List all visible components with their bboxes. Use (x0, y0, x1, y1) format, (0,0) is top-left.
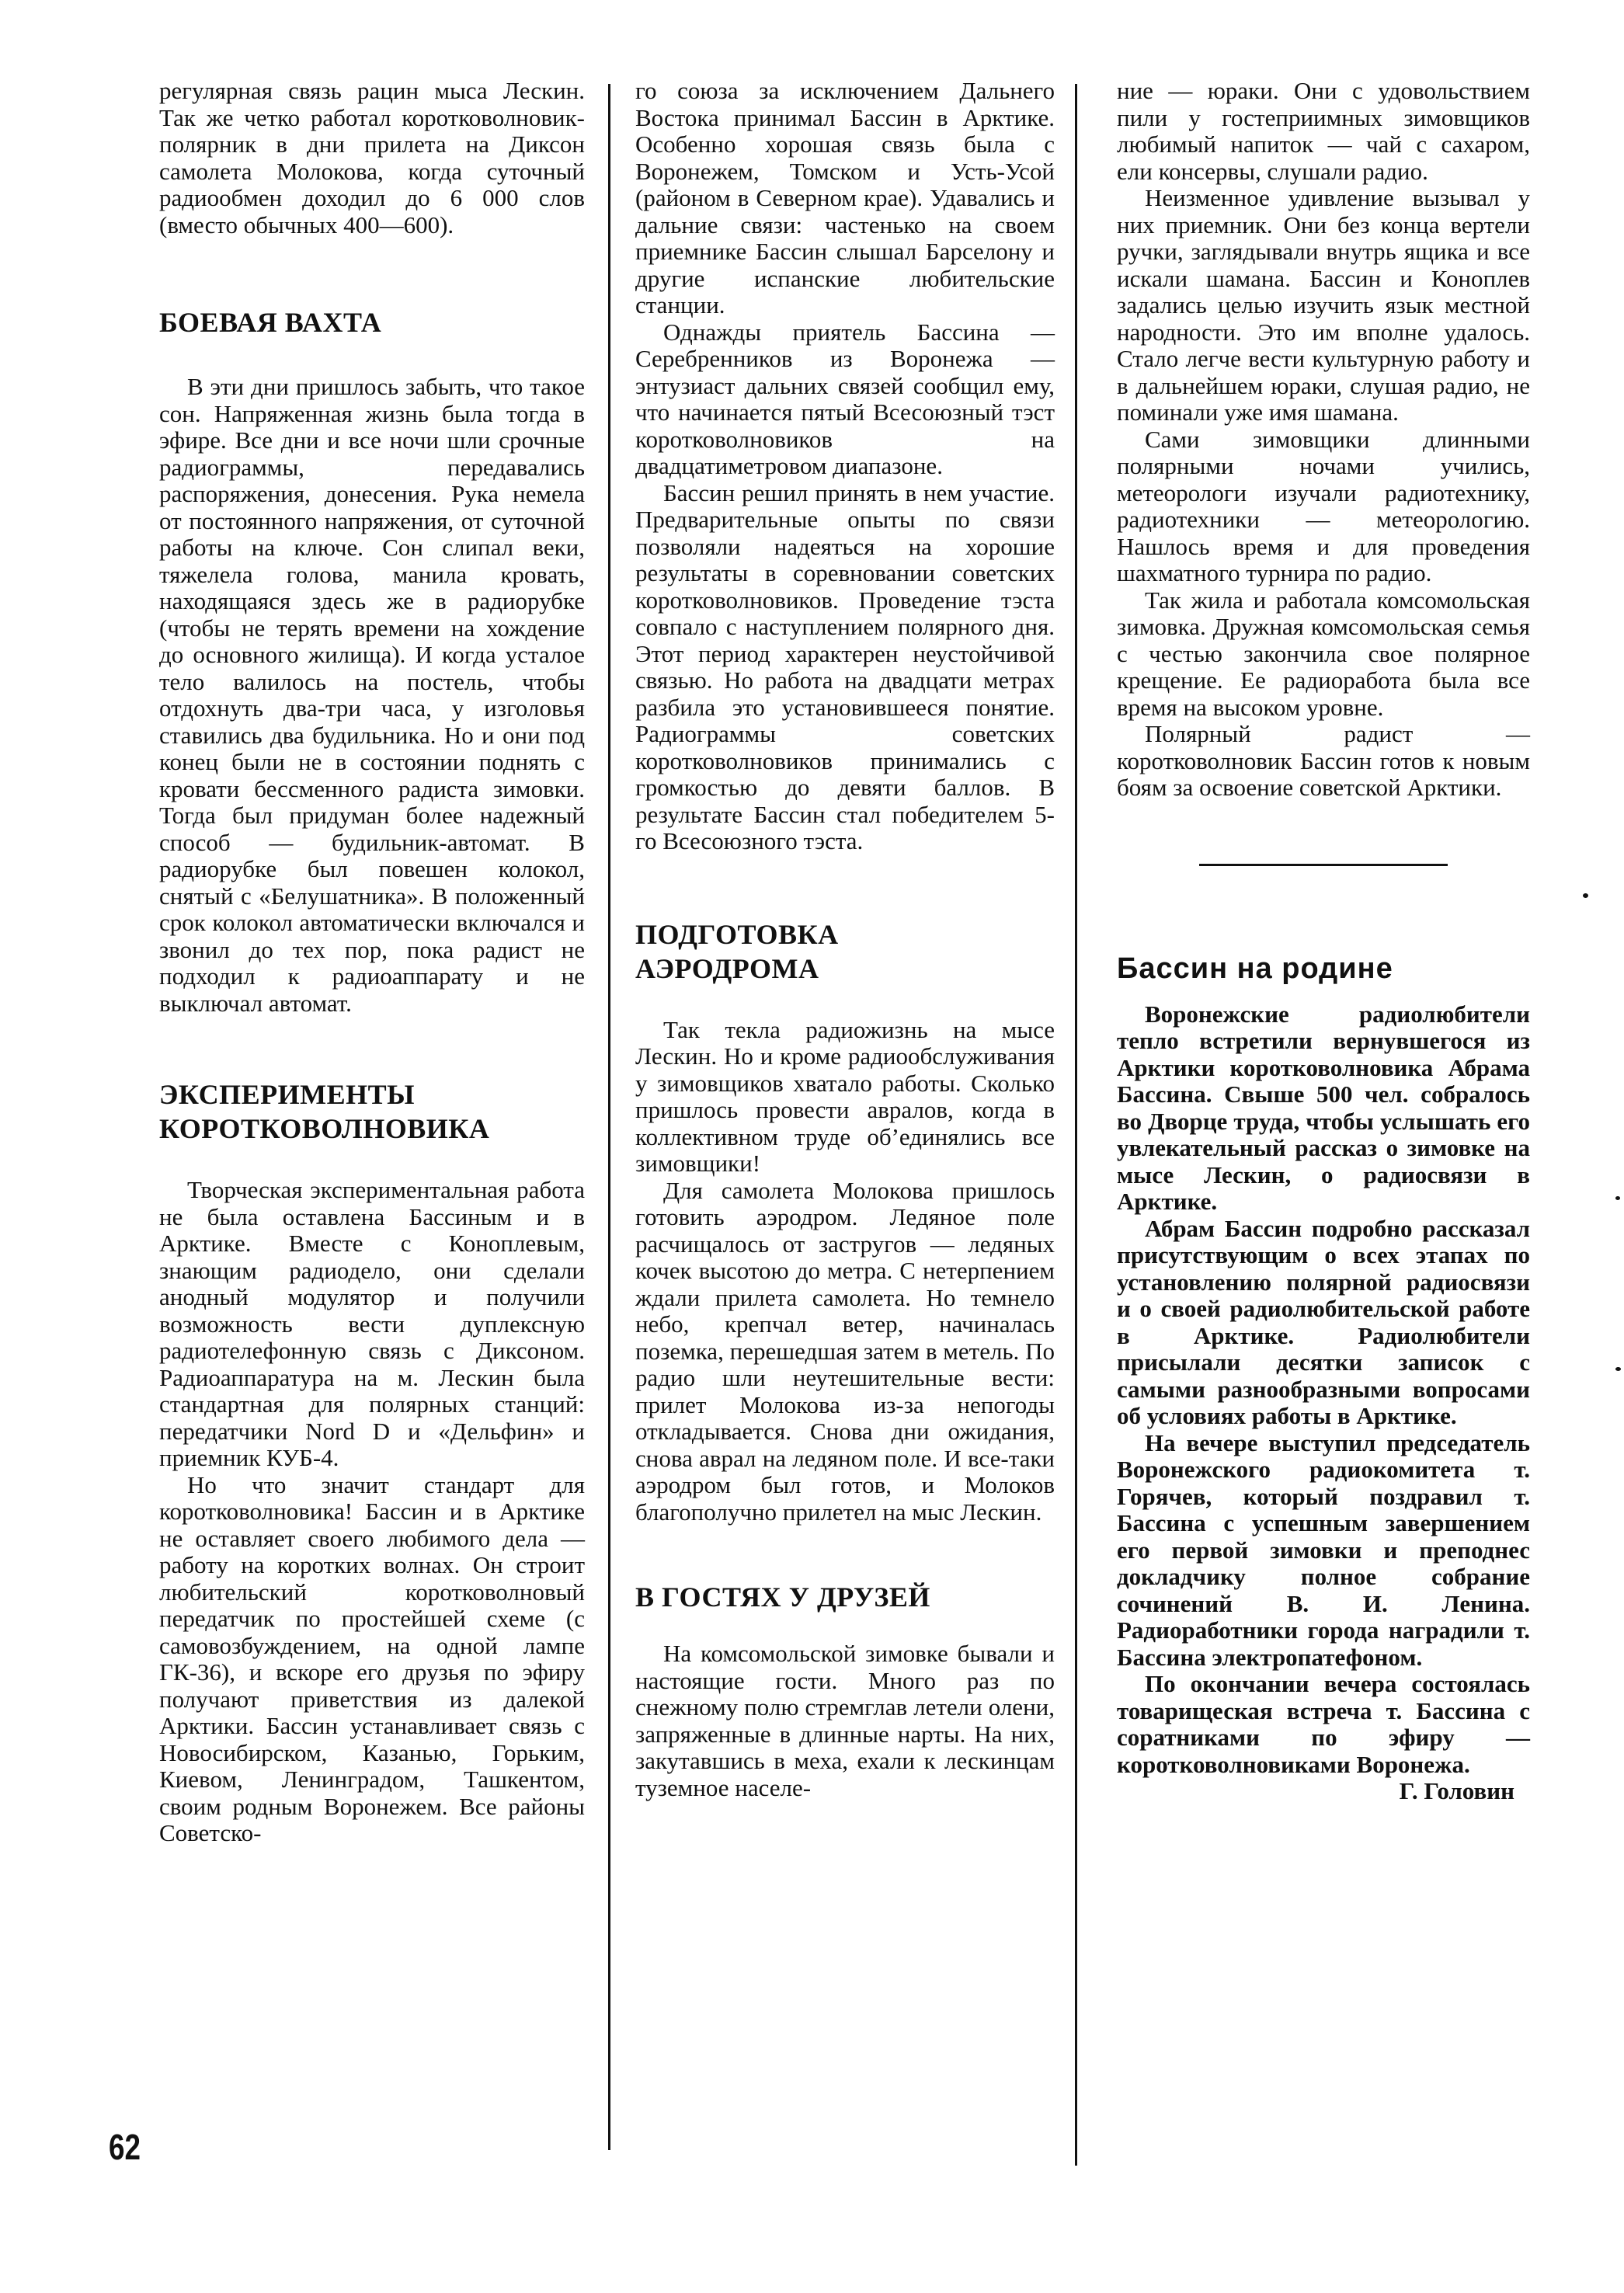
paragraph: Сами зимовщики длинными полярными ночами учились, метеорологи изучали радиотехнику, радиотехники — метеорологию. Нашлось время и для проведения шахматного турнира по радио. (1117, 425, 1530, 586)
intro-paragraph: регулярная связь рацин мыса Лескин. Так же четко работал коротковолновик-полярник в дни прилета на Диксон самолета Молокова, когда суточный радиообмен доходил до 6 000 слов (вместо обычных 400—600). (159, 77, 585, 238)
paragraph: По окончании вечера состоялась товарищеская встреча т. Бассина с соратниками по эфиру — коротковолновиками Воронежа. (1117, 1670, 1530, 1778)
author-signature: Г. Головин (1399, 1777, 1514, 1804)
paragraph: Творческая экспериментальная работа не была оставлена Бассиным и в Арктике. Вместе с Коноплевым, знающим радиодело, они сделали анодный модулятор и получили возможность вести дуплексную радиотелефонную связь с Диксоном. Радиоаппаратура на м. Лескин была стандартная для полярных станций: передатчики Nord D и «Дельфин» и приемник КУБ-4. (159, 1176, 585, 1471)
heading-line: ПОДГОТОВКА (635, 918, 839, 950)
paragraph: Бассин решил принять в нем участие. Предварительные опыты по связи позволяли надеяться на хорошие результаты в соревновании советских коротковолновиков. Проведение тэста совпало с наступлением полярного дня. Этот период характерен неустойчивой связью. Но работа на двадцати метрах разбила это установившееся понятие. Радиограммы советских коротковолновиков принимались с громкостью до девяти баллов. В результате Бассин стал победителем 5-го Всесоюзного тэста. (635, 478, 1055, 854)
column-2 (635, 78, 1055, 1801)
sidebar-article (1117, 952, 1530, 1805)
paragraph: На вечере выступил председатель Воронежского радиокомитета т. Горячев, который поздравил т. Бассина с успешным завершением его первой зимовки и преподнес докладчику полное собрание сочинений В. И. Ленина. Радиоработники города наградили т. Бассина электропатефоном. (1117, 1428, 1530, 1671)
column-1 (159, 78, 585, 1847)
page-number: 62 (109, 2127, 141, 2167)
section-heading-aerodrome (635, 917, 1055, 986)
paragraph: Так жила и работала комсомольская зимовка. Дружная комсомольская семья с честью закончила свое полярное крещение. Ее радиоработа была все время на высоком уровне. (1117, 586, 1530, 721)
paragraph: го союза за исключением Дальнего Востока принимал Бассин в Арктике. Особенно хорошая связь была с Воронежем, Томском и Усть-Усой (районом в Северном крае). Удавались и дальние связи: частенько на своем приемнике Бассин слышал Барселону и другие испанские любительские станции. (635, 77, 1055, 318)
section-heading-boevaya-vakhta: БОЕВАЯ ВАХТА (159, 307, 382, 338)
paragraph: Однажды приятель Бассина — Серебренников из Воронежа — энтузиаст дальних связей сообщил ему, что начинается пятый Всесоюзный тэст коротковолновиков на двадцатиметровом диапазоне. (635, 318, 1055, 479)
paragraph: На комсомольской зимовке бывали и настоящие гости. Много раз по снежному полю стремглав летели олени, запряженные в длинные нарты. На них, закутавшись в меха, ехали к лескинцам туземное населе- (635, 1640, 1055, 1801)
section-heading-v-gostyakh: В ГОСТЯХ У ДРУЗЕЙ (635, 1581, 930, 1613)
column-3 (1117, 78, 1530, 1805)
paragraph: Неизменное удивление вызывал у них приемник. Они без конца вертели ручки, заглядывали внутрь ящика и все искали шамана. Бассин и Коноплев задались целью изучить язык местной народности. Это им вполне удалось. Стало легче вести культурную работу и в дальнейшем юраки, слушая радио, не поминали уже имя шамана. (1117, 184, 1530, 426)
paragraph: Так текла радиожизнь на мысе Лескин. Но и кроме радиообслуживания у зимовщиков хватало работы. Сколько пришлось провести авралов, когда в коллективном труде об’единялись все зимовщики! (635, 1015, 1055, 1177)
paragraph: Воронежские радиолюбители тепло встретили вернувшегося из Арктики коротковолновика Абрама Бассина. Свыше 500 чел. собралось во Дворце труда, чтобы услышать его увлекательный рассказ о зимовке на мысе Лескин, о радиосвязи в Арктике. (1117, 1000, 1530, 1215)
paragraph: ние — юраки. Они с удовольствием пили у гостеприимных зимовщиков любимый напиток — чай с сахаром, ели консервы, слушали радио. (1117, 77, 1530, 185)
column-divider-1 (608, 84, 610, 2150)
sidebar-heading: Бассин на родине (1117, 952, 1393, 985)
paragraph: Для самолета Молокова пришлось готовить аэродром. Ледяное поле расчищалось от застругов — ледяных кочек высотою до метра. С нетерпением ждали прилета самолета. Но темнело небо, крепчал ветер, начиналась поземка, перешедшая затем в метель. По радио шли неутешительные вести: прилет Молокова из-за непогоды откладывается. Снова дни ожидания, снова аврал на ледяном поле. И все-таки аэродром был готов, и Молоков благополучно прилетел на мыс Лескин. (635, 1176, 1055, 1526)
paragraph: В эти дни пришлось забыть, что такое сон. Напряженная жизнь была тогда в эфире. Все дни и все ночи шли срочные радиограммы, передавались распоряжения, донесения. Рука немела от постоянного напряжения, от суточной работы на ключе. Сон слипал веки, тяжелела голова, манила кровать, находящаяся здесь же в радиорубке (чтобы не терять времени на хождение до основного жилища). И когда усталое тело валилось на постель, чтобы отдохнуть два-три часа, у изголовья ставились два будильника. Но и они под конец были не в состоянии поднять с кровати бессменного радиста зимовки. Тогда был придуман более надежный способ — будильник-автомат. В радиорубке был повешен колокол, снятый с «Белушатника». В положенный срок колокол автоматически включался и звонил до тех пор, пока радист не подходил к радиоаппарату и не выключал автомат. (159, 373, 585, 1017)
column-divider-2 (1075, 84, 1077, 2166)
heading-line: КОРОТКОВОЛНОВИКА (159, 1113, 490, 1144)
section-heading-experiments (159, 1077, 585, 1146)
paragraph: Полярный радист — коротковолновик Бассин готов к новым боям за освоение советской Арктики. (1117, 720, 1530, 801)
print-speck (1583, 893, 1588, 898)
paragraph: Но что значит стандарт для коротковолновика! Бассин и в Арктике не оставляет своего любимого дела — работу на коротких волнах. Он строит любительский коротковолновый передатчик по простейшей схеме (с самовозбуждением, на одной лампе ГК-36), и вскоре его друзья по эфиру получают приветствия из далекой Арктики. Бассин устанавливает связь с Новосибирском, Казанью, Горьким, Киевом, Ленинградом, Ташкентом, своим родным Воронежем. Все районы Советско- (159, 1470, 585, 1846)
paragraph: Абрам Бассин подробно рассказал присутствующим о всех этапах по установлению полярной радиосвязи и о своей радиолюбительской работе в Арктике. Радиолюбители присылали десятки записок с самыми разнообразными вопросами об условиях работы в Арктике. (1117, 1214, 1530, 1429)
heading-line: ЭКСПЕРИМЕНТЫ (159, 1079, 415, 1110)
print-speck (1615, 1196, 1620, 1200)
heading-line: АЭРОДРОМА (635, 952, 819, 984)
print-speck (1615, 1367, 1621, 1371)
